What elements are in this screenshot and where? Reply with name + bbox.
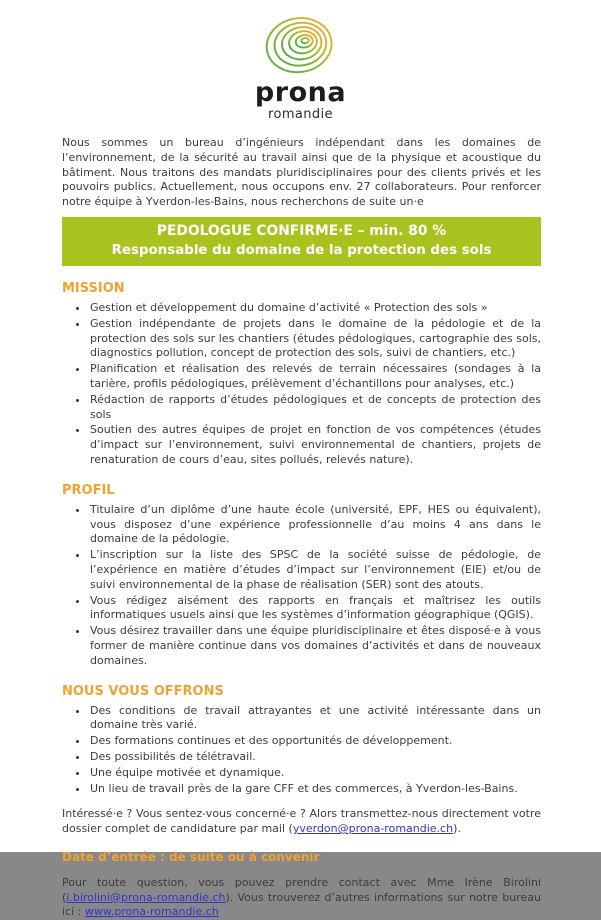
brand-name: prona bbox=[254, 77, 347, 108]
contact-text-between: ). Vous trouverez d’autres informations sur notre bureau ici : bbox=[62, 890, 541, 919]
list-item: • Des conditions de travail attrayantes et une activité intéressante dans un domaine très varié. bbox=[89, 704, 541, 734]
list-item: • Un lieu de travail près de la gare CFF et des commerces, à Yverdon-les-Bains. bbox=[89, 782, 541, 797]
contact-paragraph bbox=[62, 876, 541, 920]
list-item: • Des formations continues et des opportunités de développement. bbox=[89, 734, 541, 749]
list-item: • Vous désirez travailler dans une équipe pluridisciplinaire et êtes disposé·e à vous former de manière continue dans vos domaines d’activités et dans de nouveaux domaines. bbox=[89, 624, 541, 668]
application-text-before: Intéressé·e ? Vous sentez-vous concerné·e ? Alors transmettez-nous directement votre dossier complet de candidature par mail ( bbox=[62, 807, 541, 836]
list-item: • L’inscription sur la liste des SPSC de la société suisse de pédologie, de l’expérience en matière d’études d’impact sur l’environnement (EIE) et/ou de suivi environnemental de la phase de réalisation (SER) sont des atouts. bbox=[89, 548, 541, 592]
list-item: • Gestion indépendante de projets dans le domaine de la pédologie et de la protection des sols sur les chantiers (études pédologiques, cartographie des sols, diagnostics pollution, concept de protection des sols, suivi de chantiers, etc.) bbox=[89, 317, 541, 361]
application-email-link[interactable]: yverdon@prona-romandie.ch bbox=[292, 822, 454, 836]
contact-email-link[interactable]: i.birolini@prona-romandie.ch bbox=[66, 890, 226, 904]
intro-paragraph: Nous sommes un bureau d’ingénieurs indépendant dans les domaines de l’environnement, de la sécurité au travail ainsi que de la physique et acoustique du bâtiment. Nous traitons des mandats pluridisciplinaires pour des clients privés et les pouvoirs publics. Actuellement, nous occupons env. 27 collaborateurs. Pour renforcer notre équipe à Yverdon-les-Bains, nous recherchons de suite un·e bbox=[62, 136, 541, 209]
growth-rings-logo-icon bbox=[257, 12, 345, 78]
contact-text-before: Pour toute question, vous pouvez prendre contact avec Mme Irène Birolini ( bbox=[62, 875, 541, 904]
list-item: • Gestion et développement du domaine d’activité « Protection des sols » bbox=[89, 301, 541, 316]
list-item: • Des possibilités de télétravail. bbox=[89, 750, 541, 765]
job-title: PEDOLOGUE CONFIRME·E – min. 80 % bbox=[156, 222, 447, 239]
list-item: • Planification et réalisation des relevés de terrain nécessaires (sondages à la tarière, profils pédologiques, prélèvement d’échantillons pour analyses, etc.) bbox=[89, 362, 541, 392]
section-title-mission: MISSION bbox=[62, 280, 125, 296]
offre-bullet-list bbox=[62, 704, 541, 797]
job-title-banner bbox=[62, 217, 541, 266]
list-item: • Une équipe motivée et dynamique. bbox=[89, 766, 541, 781]
document-content bbox=[62, 136, 541, 920]
job-subtitle: Responsable du domaine de la protection des sols bbox=[111, 242, 492, 258]
section-title-profil: PROFIL bbox=[62, 482, 115, 498]
section-profil bbox=[62, 483, 541, 669]
start-date-line: Date d’entrée : de suite ou à convenir bbox=[62, 849, 320, 864]
logo-block bbox=[0, 12, 601, 122]
list-item: • Titulaire d’un diplôme d’une haute école (université, EPF, HES ou équivalent), vous disposez d’une expérience professionnelle d’au moins 4 ans dans le domaine de la pédologie. bbox=[89, 503, 541, 547]
website-link[interactable]: www.prona-romandie.ch bbox=[84, 905, 219, 919]
list-item: • Soutien des autres équipes de projet en fonction de vos compétences (études d’impact sur l’environnement, suivi environnemental de chantiers, projets de renaturation de cours d’eau, sites pollués, relevés nature). bbox=[89, 423, 541, 467]
section-title-offre: NOUS VOUS OFFRONS bbox=[62, 683, 224, 699]
section-mission bbox=[62, 281, 541, 468]
list-item: • Rédaction de rapports d’études pédologiques et de concepts de protection des sols bbox=[89, 393, 541, 423]
brand-region: romandie bbox=[268, 107, 333, 122]
section-nous-vous-offrons bbox=[62, 684, 541, 797]
list-item: • Vous rédigez aisément des rapports en français et maîtrisez les outils informatiques usuels ainsi que les systèmes d’information géographique (QGIS). bbox=[89, 594, 541, 624]
application-paragraph bbox=[62, 807, 541, 837]
profil-bullet-list bbox=[62, 503, 541, 669]
mission-bullet-list bbox=[62, 301, 541, 468]
application-text-after: ). bbox=[453, 822, 461, 836]
